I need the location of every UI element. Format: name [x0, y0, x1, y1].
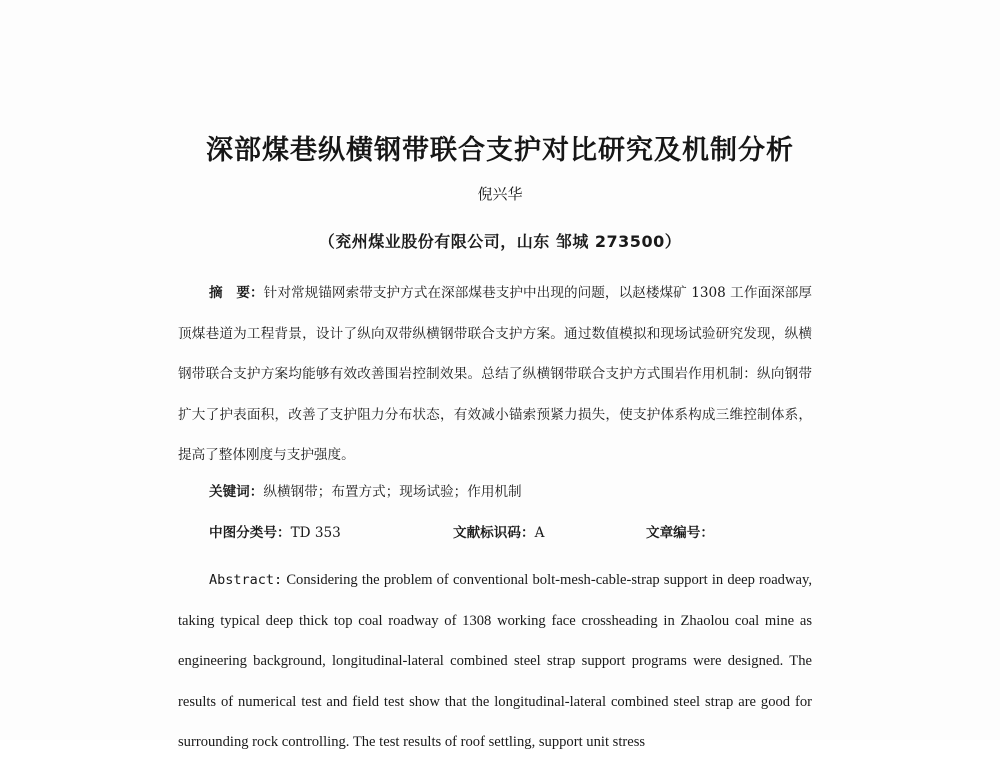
english-abstract: [178, 560, 812, 763]
document-code-value: A: [534, 525, 545, 541]
paper-title: 深部煤巷纵横钢带联合支护对比研究及机制分析: [206, 135, 794, 166]
keywords-text: 纵横钢带；布置方式；现场试验；作用机制: [263, 484, 522, 500]
chinese-abstract-text: 针对常规锚网索带支护方式在深部煤巷支护中出现的问题，以赵楼煤矿 1308 工作面深部厚顶煤巷道为工程背景，设计了纵向双带纵横钢带联合支护方案。通过数值模拟和现场试验研究发现，纵横钢带联合支护方案均能够有效改善围岩控制效果。总结了纵横钢带联合支护方式围岩作用机制：纵向钢带扩大了护表面积，改善了支护阻力分布状态，有效减小锚索预紧力损失，使支护体系构成三维控制体系，提高了整体刚度与支护强度。: [178, 285, 813, 463]
article-number-label: 文章编号：: [646, 525, 714, 541]
document-code-label: 文献标识码：: [453, 525, 535, 541]
author-name: 倪兴华: [477, 185, 523, 203]
clc-value: TD 353: [290, 525, 341, 541]
chinese-abstract-label: 摘 要：: [209, 285, 264, 301]
clc-number: [209, 521, 341, 541]
english-abstract-text: Considering the problem of conventional bolt-mesh-cable-strap support in deep roadway, taking typical deep thick top coal roadway of 1308 working face crossheading in Zhaolou coal mine as engineering background, longitudinal-lateral combined steel strap support programs were designed. The results of numerical test and field test show that the longitudinal-lateral combined steel strap are good for surrounding rock controlling. The test results of roof settling, support unit stress: [178, 572, 812, 750]
article-number: [646, 521, 714, 541]
english-abstract-label: Abstract:: [209, 572, 283, 588]
author-affiliation: （兖州煤业股份有限公司，山东 邹城 273500）: [318, 232, 682, 251]
classification-row: [209, 521, 809, 545]
document-code: [453, 521, 544, 541]
clc-label: 中图分类号：: [209, 525, 291, 541]
keywords-line: [209, 480, 522, 500]
keywords-label: 关键词：: [209, 484, 264, 500]
chinese-abstract: [178, 273, 812, 476]
